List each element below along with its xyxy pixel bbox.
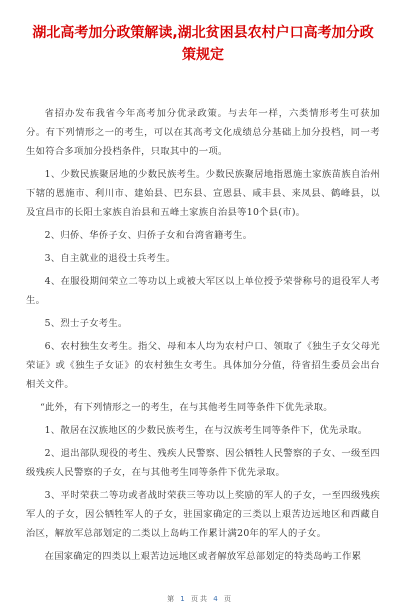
document-body xyxy=(26,104,380,566)
paragraph-item-2: 2、归侨、华侨子女、归侨子女和台湾省籍考生。 xyxy=(44,230,253,241)
paragraph-priority-2: 2、退出部队现役的考生、残疾人民警察、因公牺牲人民警察的子女、一级至四级残疾人民警察的子女，在与其他考生同等条件下优先录取。 xyxy=(26,448,380,478)
footer-middle: 页共 xyxy=(191,595,209,603)
paragraph-item-4: 4、在服役期间荣立二等功以上或被大军区以上单位授予荣誉称号的退役军人考生。 xyxy=(26,276,380,306)
paragraph-intro: 省招办发布我省今年高考加分优录政策。与去年一样，六类情形考生可获加分。有下列情形之一的考生，可以在其高考文化成绩总分基础上加分投档，同一考生如符合多项加分投档条件，只取其中的一项。 xyxy=(26,108,380,157)
footer-suffix: 页 xyxy=(223,595,233,603)
page-footer xyxy=(0,594,400,604)
paragraph-item-1: 1、少数民族聚居地的少数民族考生。少数民族聚居地指恩施土家族苗族自治州下辖的恩施市、利川市、建始县、巴东县、宣恩县、咸丰县、来凤县、鹤峰县，以及宜昌市的长阳土家族自治县和五峰土家族自治县等10个县(市)。 xyxy=(26,169,380,218)
paragraph-continued: 在国家确定的四类以上艰苦边远地区或者解放军总部划定的特类岛屿工作累 xyxy=(44,551,362,562)
paragraph-priority-1: 1、散居在汉族地区的少数民族考生，在与汉族考生同等条件下，优先录取。 xyxy=(44,425,368,436)
paragraph-item-6: 6、农村独生女考生。指父、母和本人均为农村户口、领取了《独生子女父母光荣证》或《独生子女证》的农村独生女考生。具体加分分值，待省招生委员会出台相关文件。 xyxy=(26,341,380,390)
paragraph-item-3: 3、自主就业的退役士兵考生。 xyxy=(44,253,176,264)
footer-prefix: 第 xyxy=(167,595,177,603)
paragraph-priority-intro: “此外，有下列情形之一的考生，在与其他考生同等条件下优先录取。 xyxy=(39,402,333,413)
paragraph-priority-3: 3、平时荣获二等功或者战时荣获三等功以上奖励的军人的子女，一至四级残疾军人的子女，因公牺牲军人的子女，驻国家确定的三类以上艰苦边远地区和西藏自治区，解放军总部划定的二类以上岛屿工作累计满20年的军人的子女。 xyxy=(26,490,380,539)
footer-current-page: 1 xyxy=(180,595,187,603)
paragraph-item-5: 5、烈士子女考生。 xyxy=(44,318,128,329)
document-title: 湖北高考加分政策解读,湖北贫困县农村户口高考加分政策规定 xyxy=(32,25,374,63)
footer-total-pages: 4 xyxy=(213,595,220,603)
